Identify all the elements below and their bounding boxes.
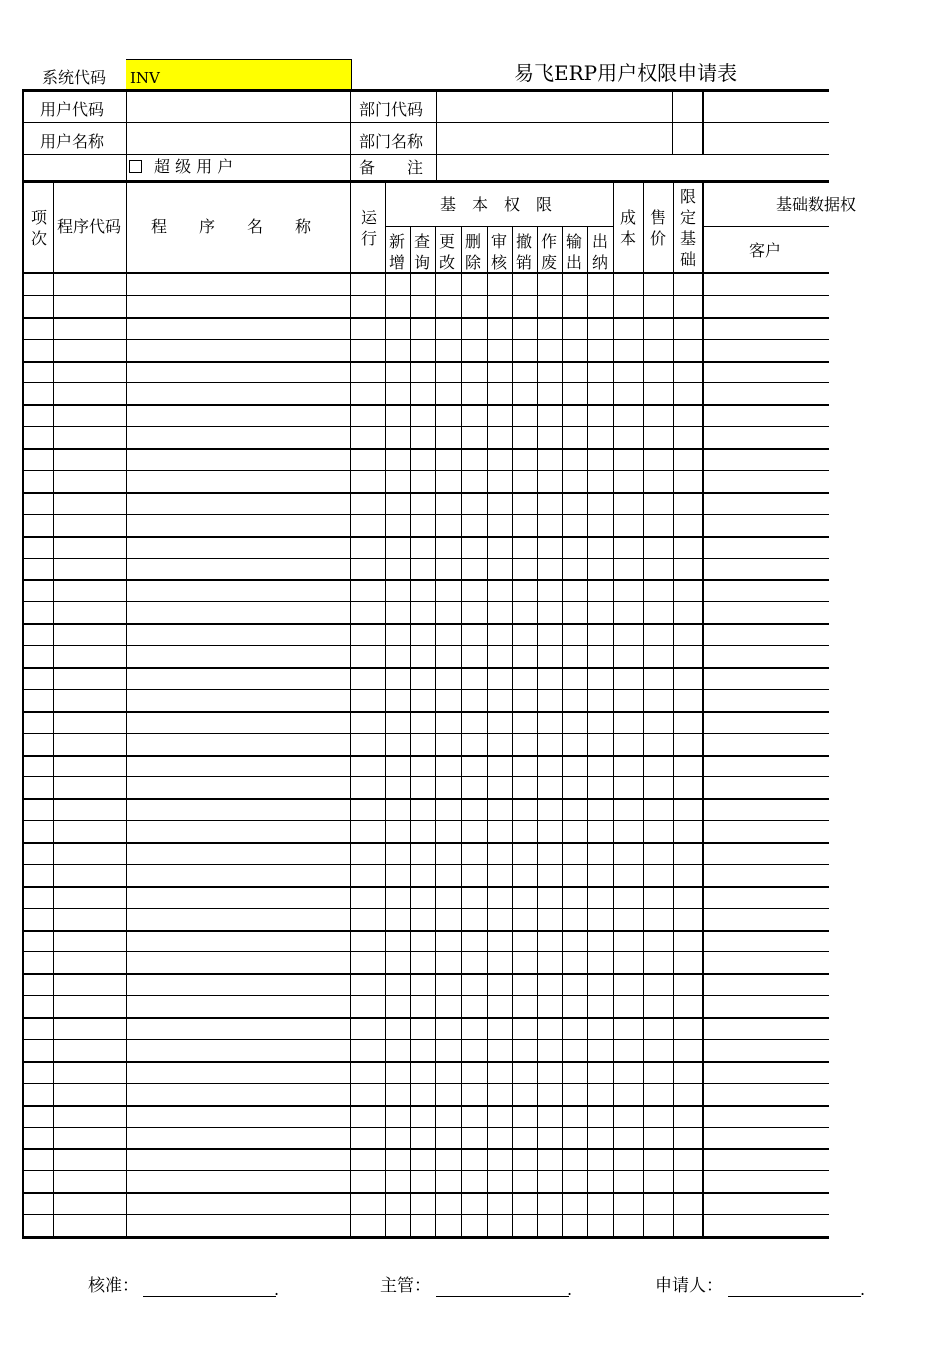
dept-name-label: 部门名称 — [359, 132, 424, 151]
header-row-line-1 — [22, 122, 829, 123]
table-col-8 — [512, 226, 513, 1238]
table-header-top-border — [22, 180, 829, 183]
table-row-line — [22, 886, 829, 888]
user-name-label: 用户名称 — [40, 132, 105, 151]
table-row-line — [22, 820, 829, 821]
perm-revoke-header: 撤销 — [515, 232, 532, 272]
table-col-11 — [587, 226, 588, 1238]
table-row-line — [22, 558, 829, 559]
table-row-line — [22, 1105, 829, 1107]
table-left-border — [22, 89, 24, 1238]
table-row-line — [22, 1214, 829, 1215]
perm-cashier-header: 出纳 — [591, 232, 608, 272]
supervisor-signature-line[interactable] — [436, 1296, 569, 1297]
table-row-line — [22, 1192, 829, 1194]
perm-edit-header: 更改 — [438, 232, 455, 272]
approve-signature-line[interactable] — [143, 1296, 276, 1297]
table-row-line — [22, 470, 829, 471]
basic-permissions-header: 基 本 权 限 — [440, 195, 553, 214]
system-code-value: INV — [130, 69, 160, 87]
remark-label: 备 注 — [359, 158, 424, 177]
super-user-checkbox[interactable] — [129, 160, 142, 173]
customer-header: 客户 — [749, 241, 782, 260]
table-row-line — [22, 579, 829, 581]
user-code-label: 用户代码 — [40, 100, 105, 119]
header-col-5 — [702, 89, 704, 155]
table-row-line — [22, 1039, 829, 1040]
perm-void-header: 作废 — [540, 232, 557, 272]
applicant-signature-line[interactable] — [728, 1296, 861, 1297]
applicant-dot: . — [860, 1280, 866, 1299]
table-col-10 — [562, 226, 563, 1238]
table-row-line — [22, 1017, 829, 1019]
header-col-1 — [126, 89, 127, 181]
base-data-subheader-line — [703, 226, 829, 227]
table-row-line — [22, 601, 829, 602]
approve-label: 核准： — [88, 1276, 139, 1296]
table-row-line — [22, 798, 829, 800]
table-col-5 — [435, 226, 436, 1238]
supervisor-dot: . — [567, 1280, 573, 1299]
table-row-line — [22, 930, 829, 932]
table-col-4 — [410, 226, 411, 1238]
table-row-line — [22, 908, 829, 909]
item-no-header: 项次 — [30, 208, 47, 248]
table-row-line — [22, 404, 829, 406]
system-code-field-right — [351, 59, 352, 90]
header-top-border — [22, 89, 829, 92]
basic-perm-subheader-line — [385, 226, 613, 227]
run-header: 运行 — [360, 208, 377, 248]
table-col-9 — [537, 226, 538, 1238]
price-header: 售价 — [649, 208, 666, 248]
table-row-line — [22, 514, 829, 515]
table-row-line — [22, 755, 829, 757]
program-name-header: 程 序 名 称 — [151, 217, 312, 236]
table-row-line — [22, 733, 829, 734]
limit-basic-header: 限定基础 — [679, 187, 696, 269]
approve-dot: . — [274, 1280, 280, 1299]
cost-header: 成本 — [619, 208, 636, 248]
table-row-line — [22, 1127, 829, 1128]
form-title: 易飞ERP用户权限申请表 — [514, 61, 738, 85]
dept-code-label: 部门代码 — [359, 100, 424, 119]
table-row-line — [22, 711, 829, 713]
table-row-line — [22, 317, 829, 319]
table-row-line — [22, 361, 829, 363]
table-row-line — [22, 536, 829, 538]
base-data-perm-header: 基础数据权 — [776, 195, 857, 214]
table-row-line — [22, 623, 829, 625]
table-col-6 — [461, 226, 462, 1238]
table-row-line — [22, 1061, 829, 1063]
table-col-7 — [487, 226, 488, 1238]
system-code-field-top — [126, 59, 352, 60]
program-code-header: 程序代码 — [57, 217, 122, 236]
table-row-line — [22, 426, 829, 427]
table-row-line — [22, 864, 829, 865]
header-col-4 — [672, 89, 673, 155]
perm-query-header: 查询 — [413, 232, 430, 272]
table-bottom-border — [22, 1236, 829, 1239]
table-row-line — [22, 689, 829, 690]
table-row-line — [22, 995, 829, 996]
header-col-3 — [436, 89, 437, 181]
table-row-line — [22, 492, 829, 494]
system-code-label: 系统代码 — [42, 68, 107, 87]
table-row-line — [22, 339, 829, 340]
supervisor-label: 主管： — [380, 1276, 431, 1296]
table-row-line — [22, 1148, 829, 1150]
applicant-label: 申请人： — [655, 1276, 723, 1296]
super-user-label: 超 级 用 户 — [154, 157, 234, 176]
perm-delete-header: 删除 — [464, 232, 481, 272]
table-body-top-border — [22, 272, 829, 274]
perm-output-header: 输出 — [565, 232, 582, 272]
perm-add-header: 新增 — [388, 232, 405, 272]
table-row-line — [22, 382, 829, 383]
table-row-line — [22, 645, 829, 646]
table-row-line — [22, 842, 829, 844]
table-row-line — [22, 973, 829, 975]
table-row-line — [22, 1170, 829, 1171]
perm-approve-header: 审核 — [490, 232, 507, 272]
header-col-2 — [350, 89, 351, 181]
table-row-line — [22, 1083, 829, 1084]
table-row-line — [22, 295, 829, 296]
table-row-line — [22, 776, 829, 777]
table-row-line — [22, 667, 829, 669]
header-row-line-2 — [22, 154, 829, 155]
table-row-line — [22, 448, 829, 450]
table-row-line — [22, 951, 829, 952]
